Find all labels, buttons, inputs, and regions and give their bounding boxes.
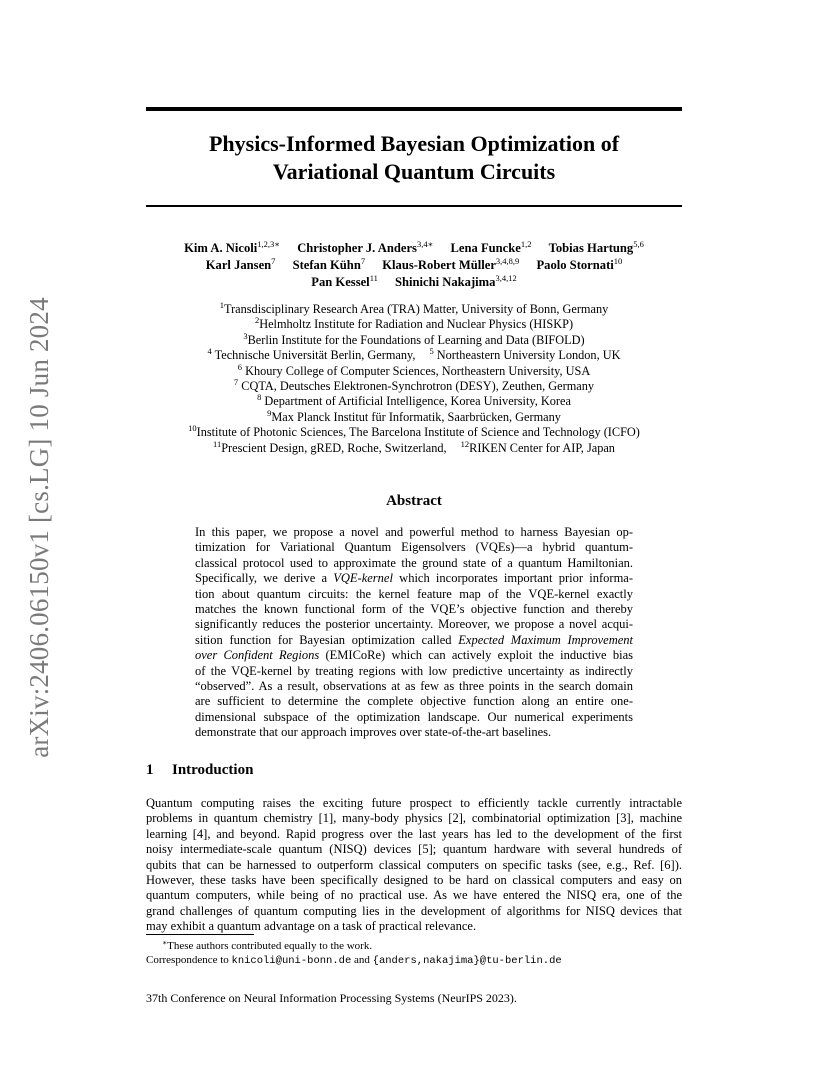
affil-mark: 9: [267, 407, 272, 418]
arxiv-stamp-text: arXiv:2406.06150v1 [cs.LG] 10 Jun 2024: [23, 296, 54, 758]
affil-mark: 12: [460, 438, 470, 449]
footnote: [146, 939, 682, 968]
affil-mark: 4: [207, 346, 212, 357]
affiliation-row: [146, 330, 682, 348]
body-line: noisy intermediate-scale quantum (NISQ) devices [5]; quantum hardware with several hundreds of: [146, 842, 682, 857]
affiliation-row: [146, 348, 682, 363]
affil-mark: 3: [243, 330, 248, 341]
affil-mark: 11: [213, 438, 222, 449]
author-affil-mark: 3,4,8,9: [495, 256, 520, 266]
section-number: 1: [146, 762, 154, 778]
abstract-line: In this paper, we propose a novel and powerful method to harness Bayesian op-: [195, 525, 633, 539]
arxiv-stamp: [24, 292, 54, 762]
author-affil-mark: 11: [369, 273, 378, 283]
conference-note: 37th Conference on Neural Information Processing Systems (NeurIPS 2023).: [146, 991, 517, 1005]
body-line: learning [4], and beyond. Rapid progress over the last years has led to the development of the first: [146, 826, 682, 841]
affil-mark: 8: [257, 392, 262, 403]
author-affil-mark: 7: [360, 256, 366, 266]
abstract-line: matches the known functional form of the VQE’s objective function and thereby: [195, 601, 633, 616]
affil-mark: 10: [188, 423, 197, 434]
footnote-mark: ∗: [162, 938, 168, 947]
abstract-line: demonstrate that our approach improves over state-of-the-art baselines.: [195, 725, 552, 740]
abstract-body: [195, 525, 633, 740]
section-heading: [146, 762, 253, 779]
footnote-text: These authors contributed equally to the work.: [167, 940, 373, 952]
title-line: Physics-Informed Bayesian Optimization of: [208, 131, 620, 156]
section-title: Introduction: [172, 762, 254, 778]
author-name: Karl Jansen: [205, 258, 272, 272]
body-line: may exhibit a quantum advantage on a task of practical relevance.: [146, 919, 477, 934]
author-row: [146, 274, 682, 291]
affiliation-row: [146, 379, 682, 394]
affiliation-row: [146, 394, 682, 409]
body-line: Quantum computing raises the exciting future prospect to efficiently tackle currently intractable: [146, 796, 682, 810]
abstract-line: significantly reduces the posterior uncertainty. Moreover, we propose a novel acqui-: [195, 617, 633, 632]
affiliation-row: [146, 361, 682, 379]
affil-mark: 5: [429, 346, 434, 357]
author: [536, 257, 622, 274]
author-name: Paolo Stornati: [536, 258, 614, 272]
author: [297, 240, 433, 257]
affiliation-row: [146, 317, 682, 332]
body-line: grand challenges of quantum computing lies in the development of algorithms for NISQ devices that: [146, 903, 682, 918]
affil-mark: 2: [254, 315, 260, 326]
author-affil-mark: 1,2: [520, 239, 532, 249]
author: [206, 257, 276, 274]
email-link[interactable]: knicoli@uni-bonn.de: [231, 955, 352, 967]
affiliation: Northeastern University London, UK: [433, 348, 621, 363]
author-name: Lena Funcke: [450, 241, 521, 255]
body-line: quantum computers, while being of no practical use. As we have entered the NISQ era, one of the: [146, 888, 682, 903]
email-link[interactable]: {anders,nakajima}@tu-berlin.de: [372, 955, 562, 967]
affiliation: Department of Artificial Intelligence, Korea University, Korea: [261, 394, 571, 409]
author-name: Klaus-Robert Müller: [382, 258, 496, 272]
author: [293, 257, 366, 274]
author: [549, 240, 644, 257]
affiliation: Technische Universität Berlin, Germany,: [211, 348, 416, 363]
author-affil-mark: 3,4,12: [495, 273, 517, 283]
correspondence-joiner: and: [351, 954, 373, 966]
author-row: [146, 257, 682, 274]
abstract-line: over Confident Regions (EMICoRe) which can actively exploit the inductive bias: [195, 648, 633, 663]
footnote-correspondence: [146, 953, 682, 968]
abstract-line: classical protocol used to approximate the ground state of a quantum Hamiltonian.: [195, 555, 633, 570]
affiliation: Khoury College of Computer Sciences, Northeastern University, USA: [242, 363, 591, 378]
abstract-line: timization for Variational Quantum Eigensolvers (VQEs)—a hybrid quantum-: [195, 540, 633, 555]
affil-mark: 1: [219, 300, 224, 310]
affiliation-row: [146, 438, 682, 456]
affiliation: RIKEN Center for AIP, Japan: [469, 440, 615, 455]
affiliation: Helmholtz Institute for Radiation and Nuclear Physics (HISKP): [259, 317, 574, 332]
author: [184, 240, 280, 257]
abstract-line: tion about quantum circuits: the kernel feature map of the VQE-kernel exactly: [195, 586, 633, 601]
affiliation-row: [146, 425, 682, 440]
affiliation: Prescient Design, gRED, Roche, Switzerland,: [221, 440, 447, 455]
author: [382, 257, 519, 274]
author-row: [146, 240, 682, 257]
title-bottom-rule: [146, 205, 682, 207]
affiliation: CQTA, Deutsches Elektronen-Synchrotron (DESY), Zeuthen, Germany: [238, 379, 595, 394]
abstract-line: sition function for Bayesian optimization called Expected Maximum Improvement: [195, 632, 634, 647]
body-line: qubits that can be harnessed to outperform classical computers on specific tasks (see, e.g., Ref. [6]).: [146, 857, 682, 872]
abstract-heading: Abstract: [386, 493, 442, 509]
affiliation: Transdisciplinary Research Area (TRA) Matter, University of Bonn, Germany: [223, 302, 609, 316]
author-block: [146, 240, 682, 291]
abstract-line: Specifically, we derive a VQE-kernel which incorporates important prior informa-: [195, 571, 633, 586]
affiliation-block: [146, 302, 682, 456]
author-name: Tobias Hartung: [548, 241, 634, 255]
footnote-equal-contribution: [146, 939, 682, 953]
author-name: Christopher J. Anders: [297, 241, 417, 255]
author-name: Kim A. Nicoli: [184, 241, 258, 255]
author: [451, 240, 532, 257]
author-name: Shinichi Nakajima: [395, 275, 496, 289]
affiliation-row: [146, 407, 682, 425]
title-top-rule: [146, 107, 682, 111]
affil-mark: 6: [237, 361, 242, 372]
affil-mark: 7: [233, 377, 239, 388]
author: [311, 274, 378, 291]
author-affil-mark: 5,6: [633, 239, 644, 249]
correspondence-prefix: Correspondence to: [146, 954, 232, 966]
affiliation: Max Planck Institut für Informatik, Saarbrücken, Germany: [271, 409, 561, 424]
affiliation-row: [146, 302, 682, 317]
paper-title: [146, 130, 682, 186]
author-name: Stefan Kühn: [292, 258, 361, 272]
abstract-line: dimensional subspace of the optimization landscape. Our numerical experiments: [195, 709, 633, 724]
footnote-rule: [146, 934, 254, 935]
author-affil-mark: 7: [271, 256, 276, 266]
abstract-line: “observed”. As a result, observations at as few as three points in the search domain: [195, 678, 633, 693]
author-affil-mark: 1,2,3∗: [257, 239, 281, 249]
body-line: However, these tasks have been specifically designed to be hard on classical computers and easy on: [146, 872, 682, 887]
affiliation: Institute of Photonic Sciences, The Barcelona Institute of Science and Technology (ICFO): [196, 425, 640, 440]
abstract-line: of the VQE-kernel by treating regions with low predictive uncertainty as indirectly: [195, 663, 633, 678]
title-line: Variational Quantum Circuits: [272, 159, 556, 184]
author: [395, 274, 517, 291]
author-name: Pan Kessel: [311, 275, 370, 289]
intro-paragraph: [146, 796, 682, 935]
body-line: problems in quantum chemistry [1], many-body physics [2], combinatorial optimization [3], machine: [146, 811, 682, 826]
author-affil-mark: 3,4∗: [416, 239, 434, 249]
affiliation: Berlin Institute for the Foundations of Learning and Data (BIFOLD): [247, 332, 585, 347]
abstract-line: are sufficient to determine the complete objective function along an entire one-: [195, 694, 633, 709]
author-affil-mark: 10: [613, 256, 623, 266]
